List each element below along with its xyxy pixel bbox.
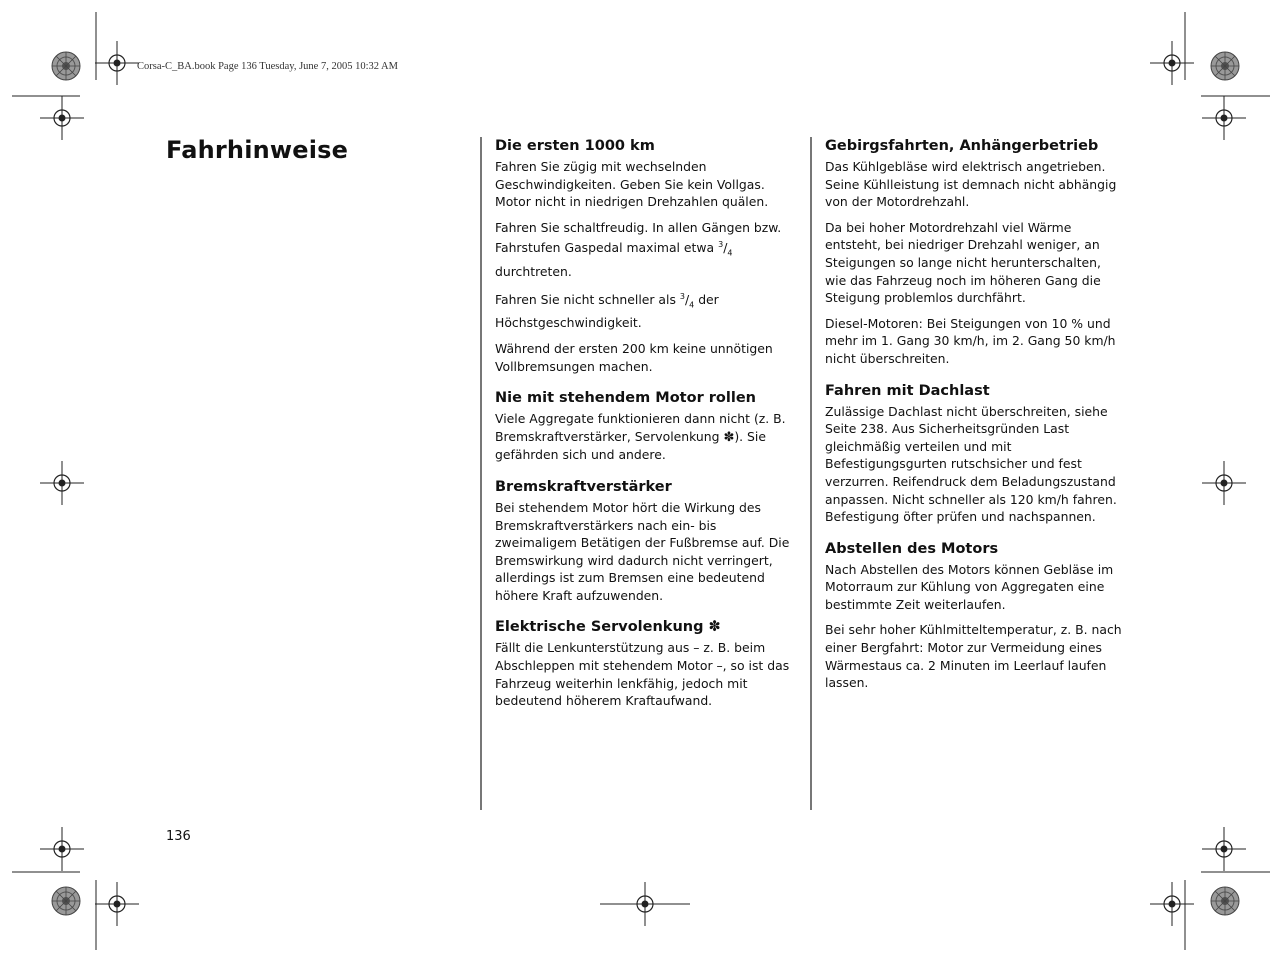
section-heading: Gebirgsfahrten, Anhängerbetrieb	[825, 138, 1099, 154]
column-divider	[810, 137, 812, 810]
paragraph: Fahren Sie nicht schneller als $^3/_4$ der Höchstgeschwindigkeit.	[495, 292, 719, 331]
paragraph	[495, 410, 795, 464]
section-heading: Fahren mit Dachlast	[825, 382, 990, 399]
paragraph: Fällt die Lenkunterstützung aus – z. B. beim Abschleppen mit stehendem Motor –, so ist das Fahrzeug weiterhin lenkfähig, jedoch mit bedeutend höherem Kraftaufwand.	[495, 640, 790, 709]
section-engine-off-rolling	[495, 389, 795, 464]
text-column-1	[495, 137, 795, 724]
page-number: 136	[166, 829, 191, 844]
paragraph: Zulässige Dachlast nicht überschreiten, siehe Seite 238. Aus Sicherheitsgründen Last gleichmäßig verteilen und mit Befestigungsgurten rutschsicher und fest verzurren. Reifendruck dem Beladungszustand anpassen. Nicht schneller als 120 km/h fahren. Befestigung öfter prüfen und nachspannen.	[825, 403, 1117, 525]
paragraph: Während der ersten 200 km keine unnötigen Vollbremsungen machen.	[495, 340, 773, 374]
text-run: ). Sie gefährden sich und andere.	[495, 428, 766, 463]
section-roof-load	[825, 382, 1125, 526]
paragraph: Diesel-Motoren: Bei Steigungen von 10 % und mehr im 1. Gang 30 km/h, im 2. Gang 50 km/h nicht überschreiten.	[825, 315, 1116, 366]
paragraph: Bei stehendem Motor hört die Wirkung des Bremskraftverstärkers nach ein- bis zweimaligem Betätigen der Fußbremse auf. Die Bremswirkung wird dadurch nicht verringert, allerdings ist zum Bremsen eine bedeutend höhere Kraft aufzuwenden.	[495, 499, 790, 603]
text-run: der Höchstgeschwindigkeit.	[495, 292, 719, 331]
asterisk-option-icon: ✽	[723, 429, 735, 445]
paragraph: Fahren Sie schaltfreudig. In allen Gängen bzw. Fahrstufen Gaspedal maximal etwa $^3/_4$ durchtreten.	[495, 219, 782, 279]
print-header: Corsa-C_BA.book Page 136 Tuesday, June 7, 2005 10:32 AM	[137, 61, 398, 72]
text-run: Viele Aggregate funktionieren dann nicht (z. B. Bremskraftverstärker, Servolenkung	[495, 411, 786, 444]
section-heading: Nie mit stehendem Motor rollen	[495, 390, 756, 407]
paragraph: Das Kühlgebläse wird elektrisch angetrieben. Seine Kühlleistung ist demnach nicht abhängig von der Motordrehzahl.	[825, 159, 1117, 210]
section-mountain-trailer	[825, 137, 1125, 368]
page-title: Fahrhinweise	[166, 136, 349, 164]
paragraph: Bei sehr hoher Kühlmitteltemperatur, z. B. nach einer Bergfahrt: Motor zur Vermeidung eines Wärmestaus ca. 2 Minuten im Leerlauf laufen lassen.	[825, 622, 1122, 691]
column-divider	[480, 137, 482, 810]
section-first-1000-km	[495, 137, 795, 375]
section-heading: Bremskraftverstärker	[495, 478, 672, 495]
paragraph: Fahren Sie zügig mit wechselnden Geschwindigkeiten. Geben Sie kein Vollgas. Motor nicht in niedrigen Drehzahlen quälen.	[495, 159, 769, 210]
fraction-denominator: 4	[689, 300, 695, 310]
text-column-2	[825, 137, 1125, 706]
section-electric-power-steering	[495, 618, 795, 709]
section-heading: Abstellen des Motors	[825, 540, 999, 557]
paragraph: Nach Abstellen des Motors können Gebläse im Motorraum zur Kühlung von Aggregaten eine bestimmte Zeit weiterlaufen.	[825, 561, 1114, 612]
fraction-numerator: 3	[718, 240, 724, 250]
paragraph: Da bei hoher Motordrehzahl viel Wärme entsteht, bei niedriger Drehzahl weniger, an Steigungen so lange nicht herunterschalten, wie das Fahrzeug noch im höheren Gang die Steigung problemlos durchfährt.	[825, 219, 1101, 306]
section-heading: Die ersten 1000 km	[495, 138, 655, 154]
text-run: Fahren Sie nicht schneller als	[495, 292, 680, 308]
text-run: Fahren Sie schaltfreudig. In allen Gängen bzw. Fahrstufen Gaspedal maximal etwa	[495, 219, 782, 256]
fraction-numerator: 3	[679, 292, 685, 302]
section-brake-booster	[495, 478, 795, 605]
section-engine-shutdown	[825, 540, 1125, 692]
section-heading: Elektrische Servolenkung ✽	[495, 619, 721, 636]
text-run: durchtreten.	[495, 263, 572, 279]
fraction-denominator: 4	[727, 248, 733, 258]
